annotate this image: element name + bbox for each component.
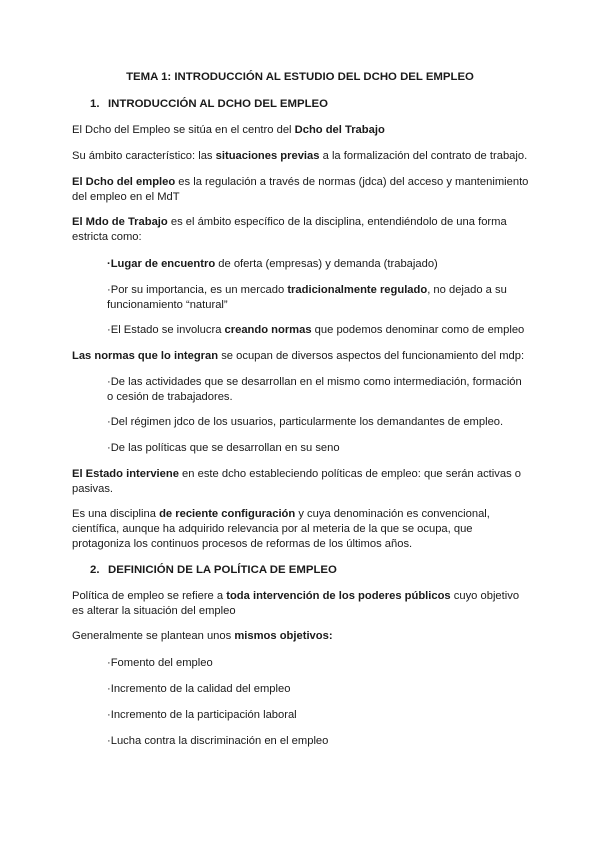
objective-item: ·Lucha contra la discriminación en el empleo [107,735,329,747]
paragraph: Es una disciplina de reciente configuración y cuya denominación es convencional, científica, aunque ha adquirido relevancia por al meteria de la que se ocupa, que protagoniza los continuos procesos de reformas de los últimos años. [72,508,490,550]
paragraph: Las normas que lo integran se ocupan de diversos aspectos del funcionamiento del mdp: [72,350,525,362]
bullet-item: ·Del régimen jdco de los usuarios, particularmente los demandantes de empleo. [107,416,504,428]
section-number: 1. [90,98,100,110]
paragraph: El Mdo de Trabajo es el ámbito específico de la disciplina, entendiéndolo de una forma estricta como: [72,216,507,243]
section-number: 2. [90,564,100,576]
section-title: DEFINICIÓN DE LA POLÍTICA DE EMPLEO [108,564,337,576]
paragraph: Generalmente se plantean unos mismos objetivos: [72,630,333,642]
paragraph: Política de empleo se refiere a toda intervención de los poderes públicos cuyo objetivo es alterar la situación del empleo [72,590,520,617]
bullet-item: ·Por su importancia, es un mercado tradicionalmente regulado, no dejado a su funcionamiento “natural” [107,284,507,311]
section-title: INTRODUCCIÓN AL DCHO DEL EMPLEO [108,98,329,110]
paragraph: El Estado interviene en este dcho estableciendo políticas de empleo: que serán activas o pasivas. [72,468,521,495]
paragraph: El Dcho del Empleo se sitúa en el centro del Dcho del Trabajo [72,124,385,136]
objective-item: ·Fomento del empleo [107,657,213,669]
bullet-item: ·De las políticas que se desarrollan en su seno [107,442,340,454]
paragraph: El Dcho del empleo es la regulación a través de normas (jdca) del acceso y mantenimiento del empleo en el MdT [72,176,529,203]
section-heading-2 [90,563,337,578]
objective-item: ·Incremento de la participación laboral [107,709,297,721]
document-title: TEMA 1: INTRODUCCIÓN AL ESTUDIO DEL DCHO DEL EMPLEO [126,71,474,83]
objective-item: ·Incremento de la calidad del empleo [107,683,291,695]
section-heading-1 [90,97,328,112]
bullet-item: ·El Estado se involucra creando normas que podemos denominar como de empleo [107,324,525,336]
paragraph: Su ámbito característico: las situaciones previas a la formalización del contrato de trabajo. [72,150,528,162]
bullet-item: ·Lugar de encuentro de oferta (empresas) y demanda (trabajado) [107,258,438,270]
bullet-item: ·De las actividades que se desarrollan en el mismo como intermediación, formación o cesión de trabajadores. [107,376,522,403]
